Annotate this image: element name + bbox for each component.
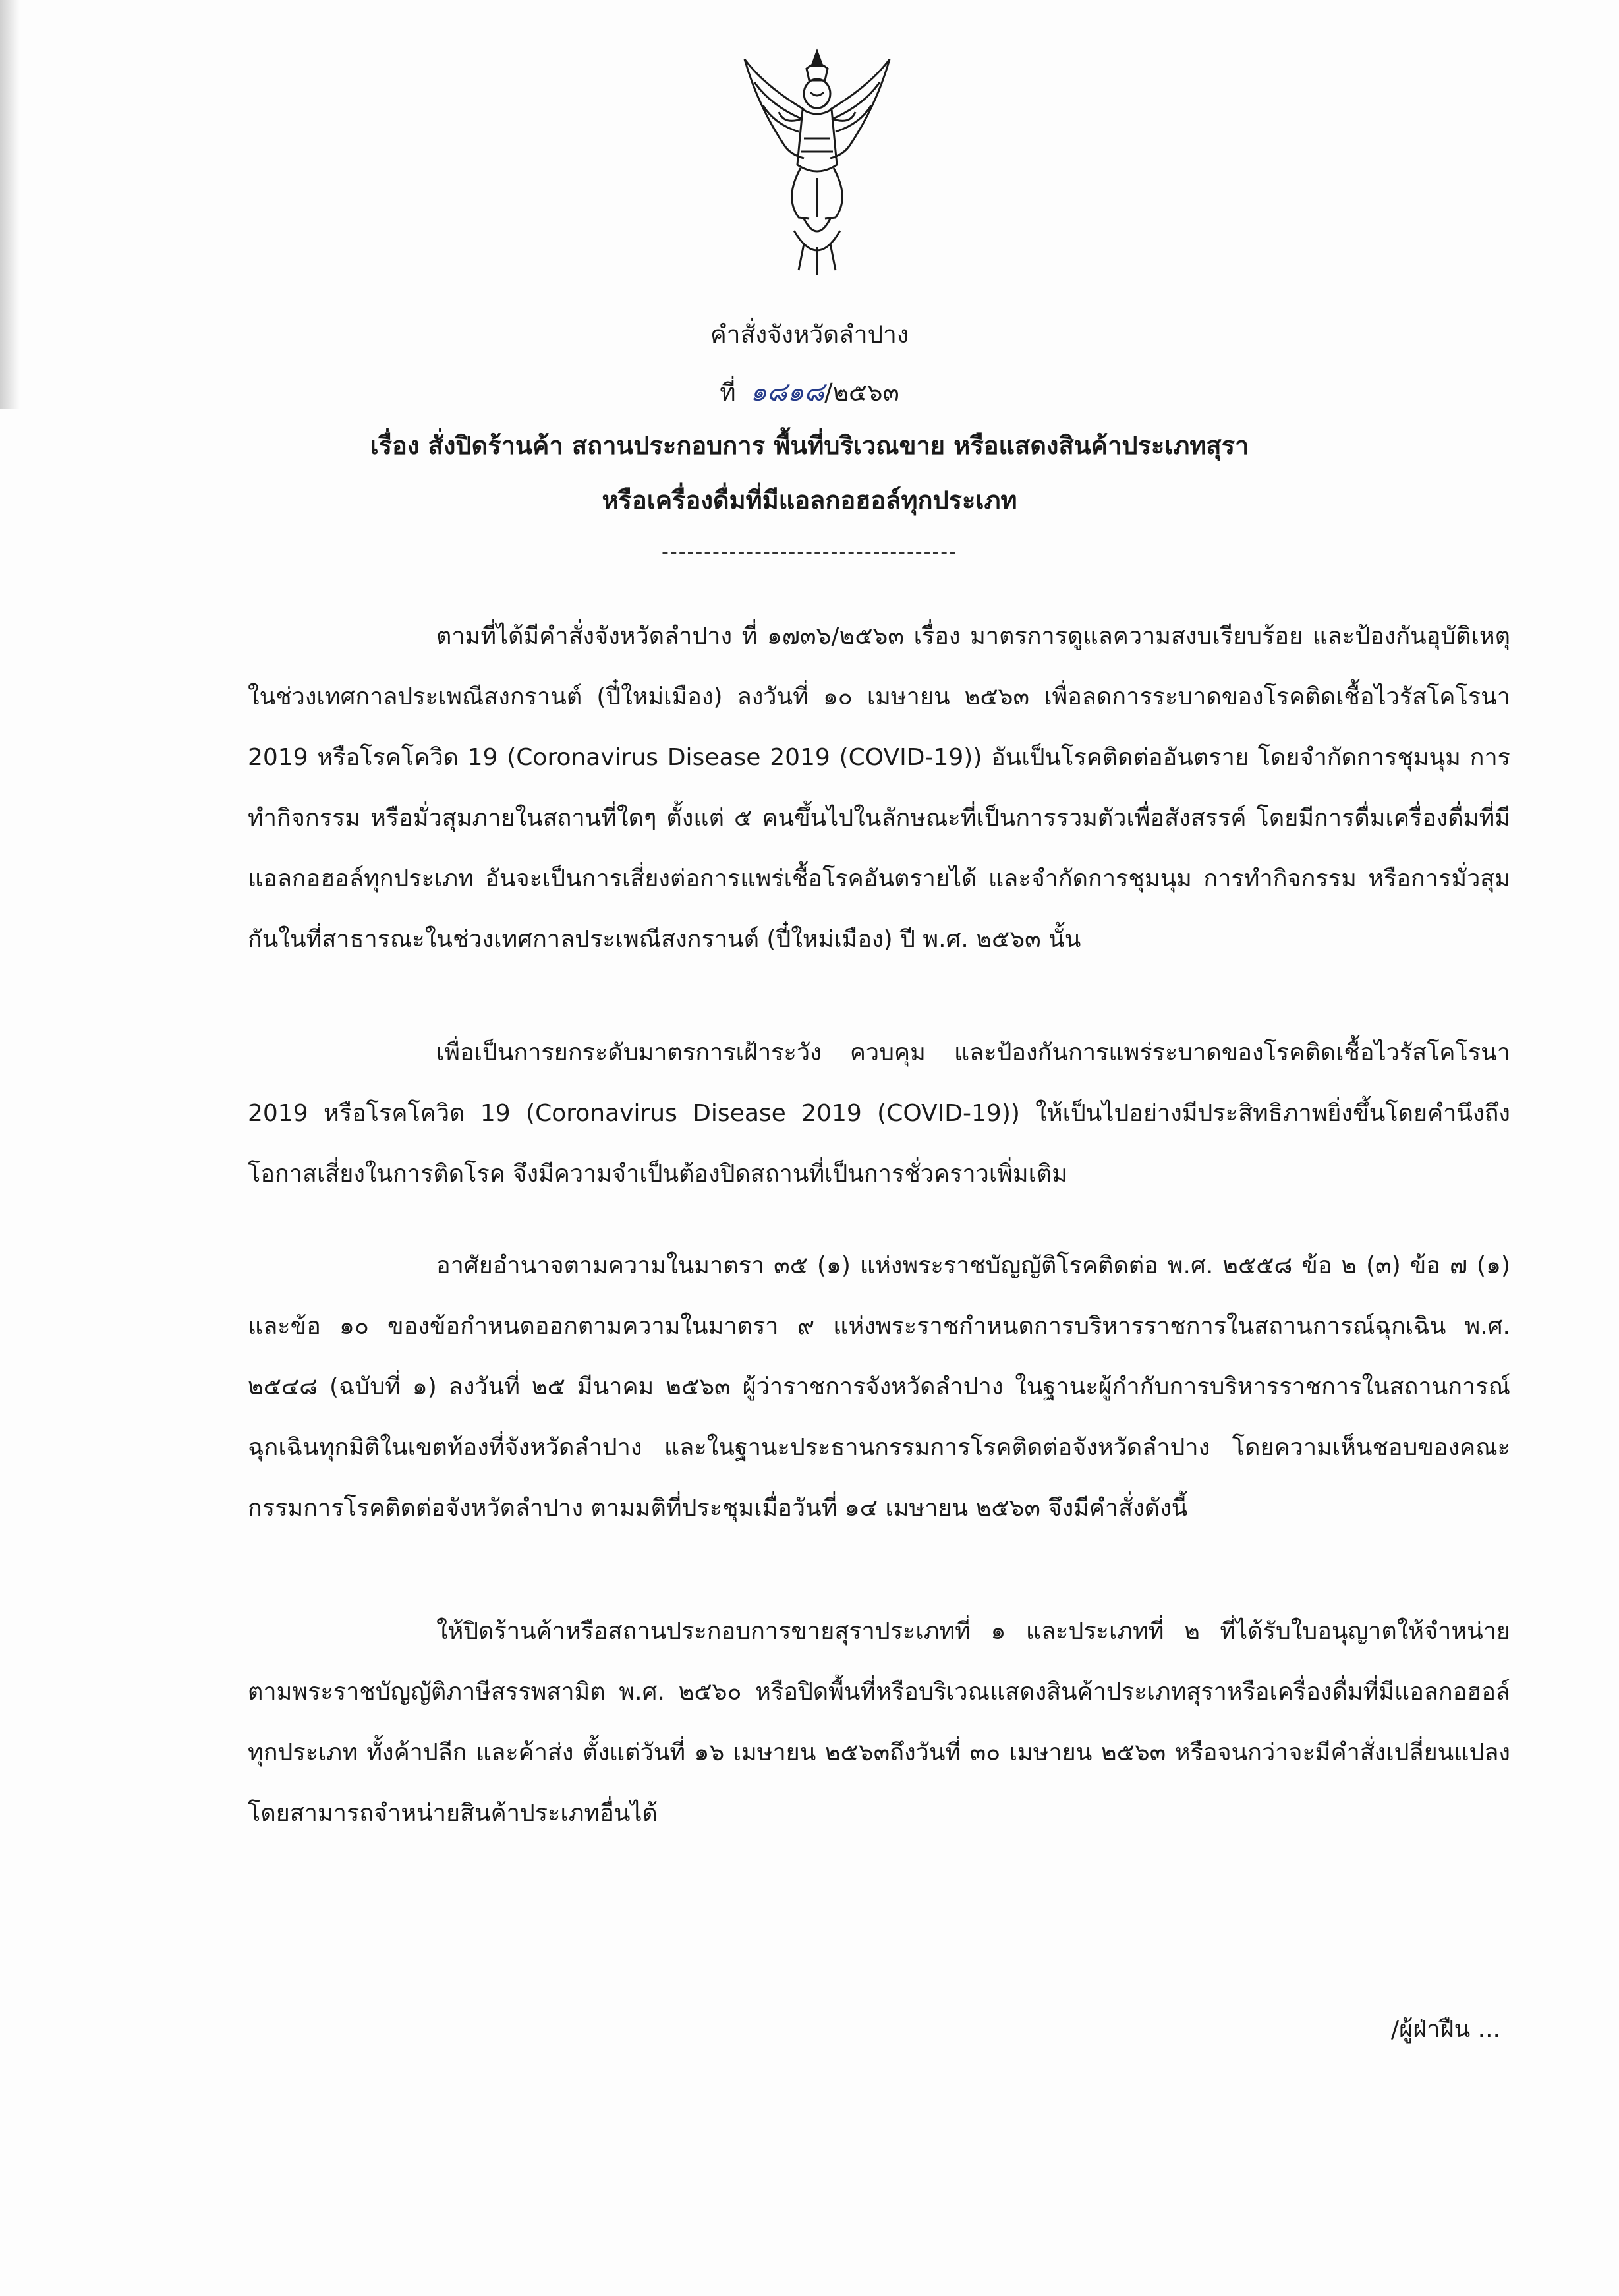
paragraph-4 bbox=[248, 1601, 1510, 1844]
continuation-note: /ผู้ฝ่าฝืน ... bbox=[1390, 2016, 1500, 2043]
separator-line: ----------------------------------- bbox=[662, 540, 957, 563]
paragraph-4-text: ให้ปิดร้านค้าหรือสถานประกอบการขายสุราประเภทที่ ๑ และประเภทที่ ๒ ที่ได้รับใบอนุญาตให้จำหน่ายตามพระราชบัญญัติภาษีสรรพสามิต พ.ศ. ๒๕๖๐ หรือปิดพื้นที่หรือบริเวณแสดงสินค้าประเภทสุราหรือเครื่องดื่มที่มีแอลกอฮอล์ทุกประเภท ทั้งค้าปลีก และค้าส่ง ตั้งแต่วันที่ ๑๖ เมษายน ๒๕๖๓ถึงวันที่ ๓๐ เมษายน ๒๕๖๓ หรือจนกว่าจะมีคำสั่งเปลี่ยนแปลง โดยสามารถจำหน่ายสินค้าประเภทอื่นได้ bbox=[248, 1618, 1510, 1827]
subject-line-1: เรื่อง สั่งปิดร้านค้า สถานประกอบการ พื้นที่บริเวณขาย หรือแสดงสินค้าประเภทสุรา bbox=[370, 431, 1249, 460]
order-title: คำสั่งจังหวัดลำปาง bbox=[710, 320, 909, 349]
paragraph-2 bbox=[248, 1023, 1510, 1205]
garuda-emblem-icon bbox=[738, 46, 896, 283]
subject-line-2: หรือเครื่องดื่มที่มีแอลกอฮอล์ทุกประเภท bbox=[602, 486, 1017, 515]
order-number-handwritten: ๑๘๑๘ bbox=[750, 377, 825, 407]
paragraph-3 bbox=[248, 1236, 1510, 1539]
order-number-label: ที่ bbox=[720, 378, 736, 407]
paragraph-1 bbox=[248, 606, 1510, 970]
order-number-year: /๒๕๖๓ bbox=[824, 378, 899, 407]
paragraph-2-text: เพื่อเป็นการยกระดับมาตรการเฝ้าระวัง ควบคุม และป้องกันการแพร่ระบาดของโรคติดเชื้อไวรัสโคโรนา 2019 หรือโรคโควิด 19 (Coronavirus Disease 2019 (COVID-19)) ให้เป็นไปอย่างมีประสิทธิภาพยิ่งขึ้นโดยคำนึงถึงโอกาสเสี่ยงในการติดโรค จึงมีความจำเป็นต้องปิดสถานที่เป็นการชั่วคราวเพิ่มเติม bbox=[248, 1039, 1510, 1188]
paragraph-3-text: อาศัยอำนาจตามความในมาตรา ๓๕ (๑) แห่งพระราชบัญญัติโรคติดต่อ พ.ศ. ๒๕๕๘ ข้อ ๒ (๓) ข้อ ๗ (๑) และข้อ ๑๐ ของข้อกำหนดออกตามความในมาตรา ๙ แห่งพระราชกำหนดการบริหารราชการในสถานการณ์ฉุกเฉิน พ.ศ. ๒๕๔๘ (ฉบับที่ ๑) ลงวันที่ ๒๕ มีนาคม ๒๕๖๓ ผู้ว่าราชการจังหวัดลำปาง ในฐานะผู้กำกับการบริหารราชการในสถานการณ์ฉุกเฉินทุกมิติในเขตท้องที่จังหวัดลำปาง และในฐานะประธานกรรมการโรคติดต่อจังหวัดลำปาง โดยความเห็นชอบของคณะกรรมการโรคติดต่อจังหวัดลำปาง ตามมติที่ประชุมเมื่อวันที่ ๑๔ เมษายน ๒๕๖๓ จึงมีคำสั่งดังนี้ bbox=[248, 1252, 1510, 1522]
order-number bbox=[0, 370, 1619, 413]
paragraph-1-text: ตามที่ได้มีคำสั่งจังหวัดลำปาง ที่ ๑๗๓๖/๒๕๖๓ เรื่อง มาตรการดูแลความสงบเรียบร้อย และป้องกันอุบัติเหตุในช่วงเทศกาลประเพณีสงกรานต์ (ปี๋ใหม่เมือง) ลงวันที่ ๑๐ เมษายน ๒๕๖๓ เพื่อลดการระบาดของโรคติดเชื้อไวรัสโคโรนา 2019 หรือโรคโควิด 19 (Coronavirus Disease 2019 (COVID-19)) อันเป็นโรคติดต่ออันตราย โดยจำกัดการชุมนุม การทำกิจกรรม หรือมั่วสุมภายในสถานที่ใดๆ ตั้งแต่ ๕ คนขึ้นไปในลักษณะที่เป็นการรวมตัวเพื่อสังสรรค์ โดยมีการดื่มเครื่องดื่มที่มีแอลกอฮอล์ทุกประเภท อันจะเป็นการเสี่ยงต่อการแพร่เชื้อโรคอันตรายได้ และจำกัดการชุมนุม การทำกิจกรรม หรือการมั่วสุมกันในที่สาธารณะในช่วงเทศกาลประเพณีสงกรานต์ (ปี๋ใหม่เมือง) ปี พ.ศ. ๒๕๖๓ นั้น bbox=[248, 623, 1510, 953]
